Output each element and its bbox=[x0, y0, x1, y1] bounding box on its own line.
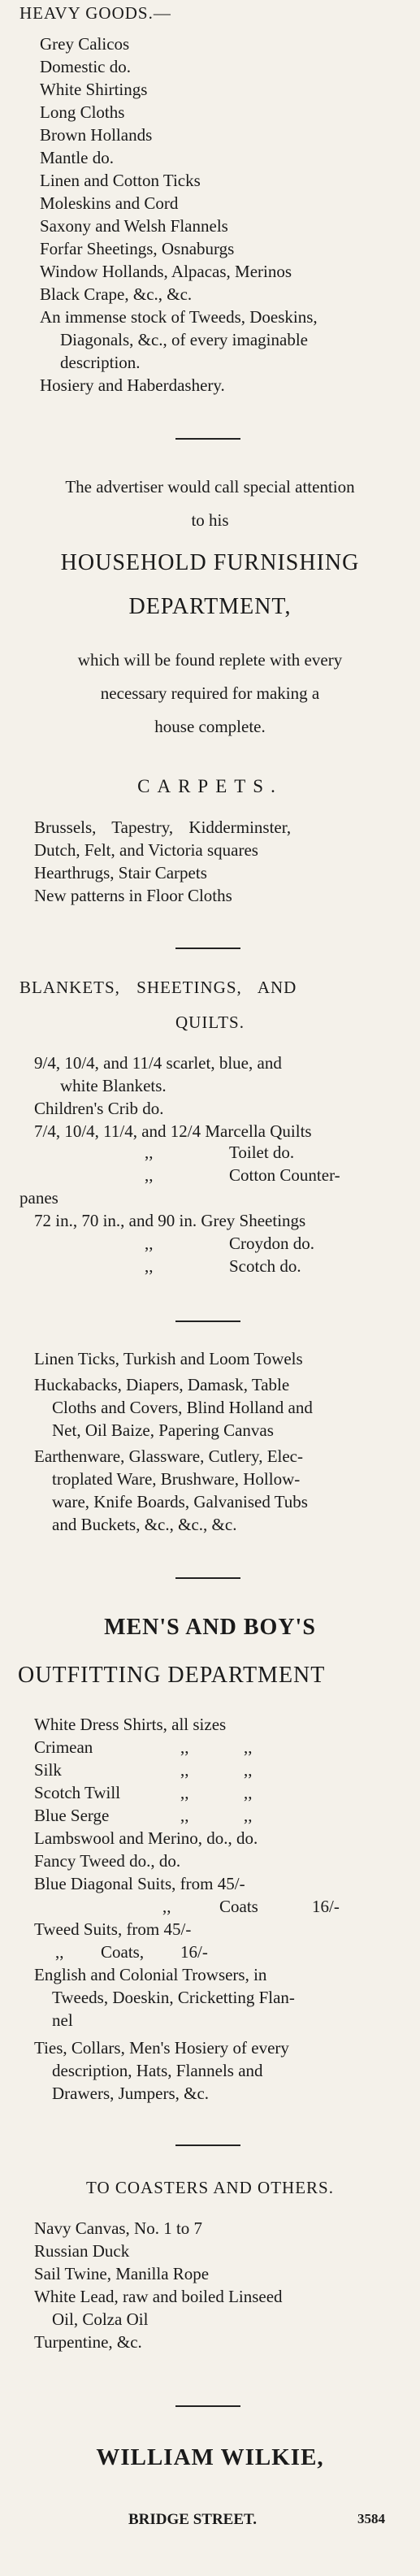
ditto-mark: ,, bbox=[244, 1806, 253, 1825]
divider bbox=[175, 2405, 240, 2407]
carpets-heading: CARPETS. bbox=[137, 776, 283, 796]
ditto-mark: ,, bbox=[244, 1760, 253, 1780]
household-desc-2: necessary required for making a bbox=[100, 683, 320, 703]
blankets-line: Toilet do. bbox=[229, 1143, 295, 1162]
blankets-line: white Blankets. bbox=[60, 1076, 167, 1095]
linens-line: Earthenware, Glassware, Cutlery, Elec- bbox=[34, 1446, 303, 1466]
carpets-line: Dutch, Felt, and Victoria squares bbox=[34, 840, 258, 860]
household-intro-2: to his bbox=[191, 510, 229, 530]
outfitting-line: Ties, Collars, Men's Hosiery of every bbox=[34, 2038, 289, 2058]
household-title-2: DEPARTMENT, bbox=[128, 594, 292, 619]
linens-line: Cloths and Covers, Blind Holland and bbox=[52, 1398, 313, 1417]
blankets-line: Children's Crib do. bbox=[34, 1099, 164, 1118]
blankets-line: 7/4, 10/4, 11/4, and 12/4 Marcella Quilts bbox=[34, 1121, 312, 1141]
household-intro: The advertiser would call special attention bbox=[65, 477, 355, 497]
outfitting-title: MEN'S AND BOY'S bbox=[104, 1615, 316, 1640]
carpets-line: Brussels, Tapestry, Kidderminster, bbox=[34, 817, 292, 837]
blankets-line: 9/4, 10/4, and 11/4 scarlet, blue, and bbox=[34, 1053, 282, 1073]
carpets-line: Hearthrugs, Stair Carpets bbox=[34, 863, 207, 883]
list-item: Window Hollands, Alpacas, Merinos bbox=[40, 262, 292, 281]
household-title: HOUSEHOLD FURNISHING bbox=[60, 550, 360, 575]
outfitting-line: Lambswool and Merino, do., do. bbox=[34, 1828, 258, 1848]
outfitting-line: nel bbox=[52, 2010, 73, 2030]
ditto-mark: ,, bbox=[180, 1806, 189, 1825]
outfitting-line: 16/- bbox=[312, 1897, 340, 1916]
outfitting-line: description, Hats, Flannels and bbox=[52, 2061, 263, 2080]
outfitting-line: Blue Serge bbox=[34, 1806, 110, 1825]
blankets-line: Cotton Counter- bbox=[229, 1165, 340, 1185]
outfitting-line: Blue Diagonal Suits, from 45/- bbox=[34, 1874, 245, 1893]
heavy-goods-heading: HEAVY GOODS.— bbox=[19, 3, 171, 23]
outfitting-line: Silk bbox=[34, 1760, 62, 1780]
list-item: Long Cloths bbox=[40, 102, 125, 122]
ad-number: 3584 bbox=[357, 2511, 385, 2526]
ditto-mark: ,, bbox=[244, 1783, 253, 1802]
blankets-line: Scotch do. bbox=[229, 1256, 301, 1276]
carpets-line: New patterns in Floor Cloths bbox=[34, 886, 232, 905]
ditto-mark: ,, bbox=[145, 1256, 154, 1276]
list-item: Moleskins and Cord bbox=[40, 193, 179, 213]
divider bbox=[175, 2144, 240, 2146]
linens-line: and Buckets, &c., &c., &c. bbox=[52, 1515, 237, 1534]
advertiser-street: BRIDGE STREET. bbox=[128, 2511, 258, 2528]
list-item: Forfar Sheetings, Osnaburgs bbox=[40, 239, 235, 258]
ditto-mark: ,, bbox=[145, 1143, 154, 1162]
list-item: Domestic do. bbox=[40, 57, 131, 76]
linens-line: Net, Oil Baize, Papering Canvas bbox=[52, 1420, 274, 1440]
household-desc: which will be found replete with every bbox=[77, 650, 343, 670]
blankets-line: Croydon do. bbox=[229, 1234, 314, 1253]
coasters-line: Sail Twine, Manilla Rope bbox=[34, 2264, 210, 2283]
outfitting-line: 16/- bbox=[180, 1942, 208, 1962]
list-item: Hosiery and Haberdashery. bbox=[40, 375, 225, 395]
ditto-mark: ,, bbox=[180, 1783, 189, 1802]
outfitting-line: Tweed Suits, from 45/- bbox=[34, 1919, 192, 1939]
outfitting-line: Coats bbox=[219, 1897, 258, 1916]
blankets-line: 72 in., 70 in., and 90 in. Grey Sheetings bbox=[34, 1211, 306, 1230]
list-item: Saxony and Welsh Flannels bbox=[40, 216, 228, 236]
list-item: Diagonals, &c., of every imaginable bbox=[60, 330, 308, 349]
divider bbox=[175, 1321, 240, 1322]
outfitting-line: Coats, bbox=[101, 1942, 145, 1962]
list-item: An immense stock of Tweeds, Doeskins, bbox=[40, 307, 318, 327]
list-item: Linen and Cotton Ticks bbox=[40, 171, 201, 190]
outfitting-line: Drawers, Jumpers, &c. bbox=[52, 2084, 210, 2103]
linens-line: troplated Ware, Brushware, Hollow- bbox=[52, 1469, 301, 1489]
blankets-line: panes bbox=[19, 1188, 58, 1208]
household-desc-3: house complete. bbox=[154, 717, 266, 736]
coasters-line: Russian Duck bbox=[34, 2241, 130, 2261]
ditto-mark: ,, bbox=[55, 1942, 64, 1962]
ditto-mark: ,, bbox=[145, 1234, 154, 1253]
linens-line: Huckabacks, Diapers, Damask, Table bbox=[34, 1375, 290, 1394]
coasters-line: Turpentine, &c. bbox=[34, 2332, 142, 2352]
list-item: description. bbox=[60, 353, 141, 372]
list-item: White Shirtings bbox=[40, 80, 148, 99]
outfitting-line: Scotch Twill bbox=[34, 1783, 121, 1802]
divider bbox=[175, 438, 240, 440]
blankets-heading-2: QUILTS. bbox=[175, 1013, 245, 1032]
ditto-mark: ,, bbox=[145, 1165, 154, 1185]
outfitting-title-2: OUTFITTING DEPARTMENT bbox=[18, 1663, 326, 1688]
outfitting-line: Fancy Tweed do., do. bbox=[34, 1851, 181, 1871]
ditto-mark: ,, bbox=[244, 1737, 253, 1757]
coasters-line: Navy Canvas, No. 1 to 7 bbox=[34, 2218, 203, 2238]
list-item: Brown Hollands bbox=[40, 125, 153, 145]
list-item: Mantle do. bbox=[40, 148, 114, 167]
outfitting-line: Crimean bbox=[34, 1737, 93, 1757]
blankets-heading: BLANKETS, SHEETINGS, AND bbox=[19, 978, 297, 997]
outfitting-line: Tweeds, Doeskin, Cricketting Flan- bbox=[52, 1988, 295, 2007]
divider bbox=[175, 1577, 240, 1579]
linens-line: ware, Knife Boards, Galvanised Tubs bbox=[52, 1492, 308, 1511]
list-item: Grey Calicos bbox=[40, 34, 130, 54]
advertiser-name: WILLIAM WILKIE, bbox=[96, 2444, 324, 2470]
ditto-mark: ,, bbox=[180, 1737, 189, 1757]
coasters-line: Oil, Colza Oil bbox=[52, 2309, 149, 2329]
outfitting-line: English and Colonial Trowsers, in bbox=[34, 1965, 267, 1984]
linens-line: Linen Ticks, Turkish and Loom Towels bbox=[34, 1349, 303, 1368]
coasters-heading: TO COASTERS AND OTHERS. bbox=[86, 2178, 334, 2197]
coasters-line: White Lead, raw and boiled Linseed bbox=[34, 2287, 283, 2306]
ditto-mark: ,, bbox=[180, 1760, 189, 1780]
list-item: Black Crape, &c., &c. bbox=[40, 284, 193, 304]
divider bbox=[175, 948, 240, 949]
ditto-mark: ,, bbox=[162, 1897, 171, 1916]
outfitting-line: White Dress Shirts, all sizes bbox=[34, 1715, 227, 1734]
